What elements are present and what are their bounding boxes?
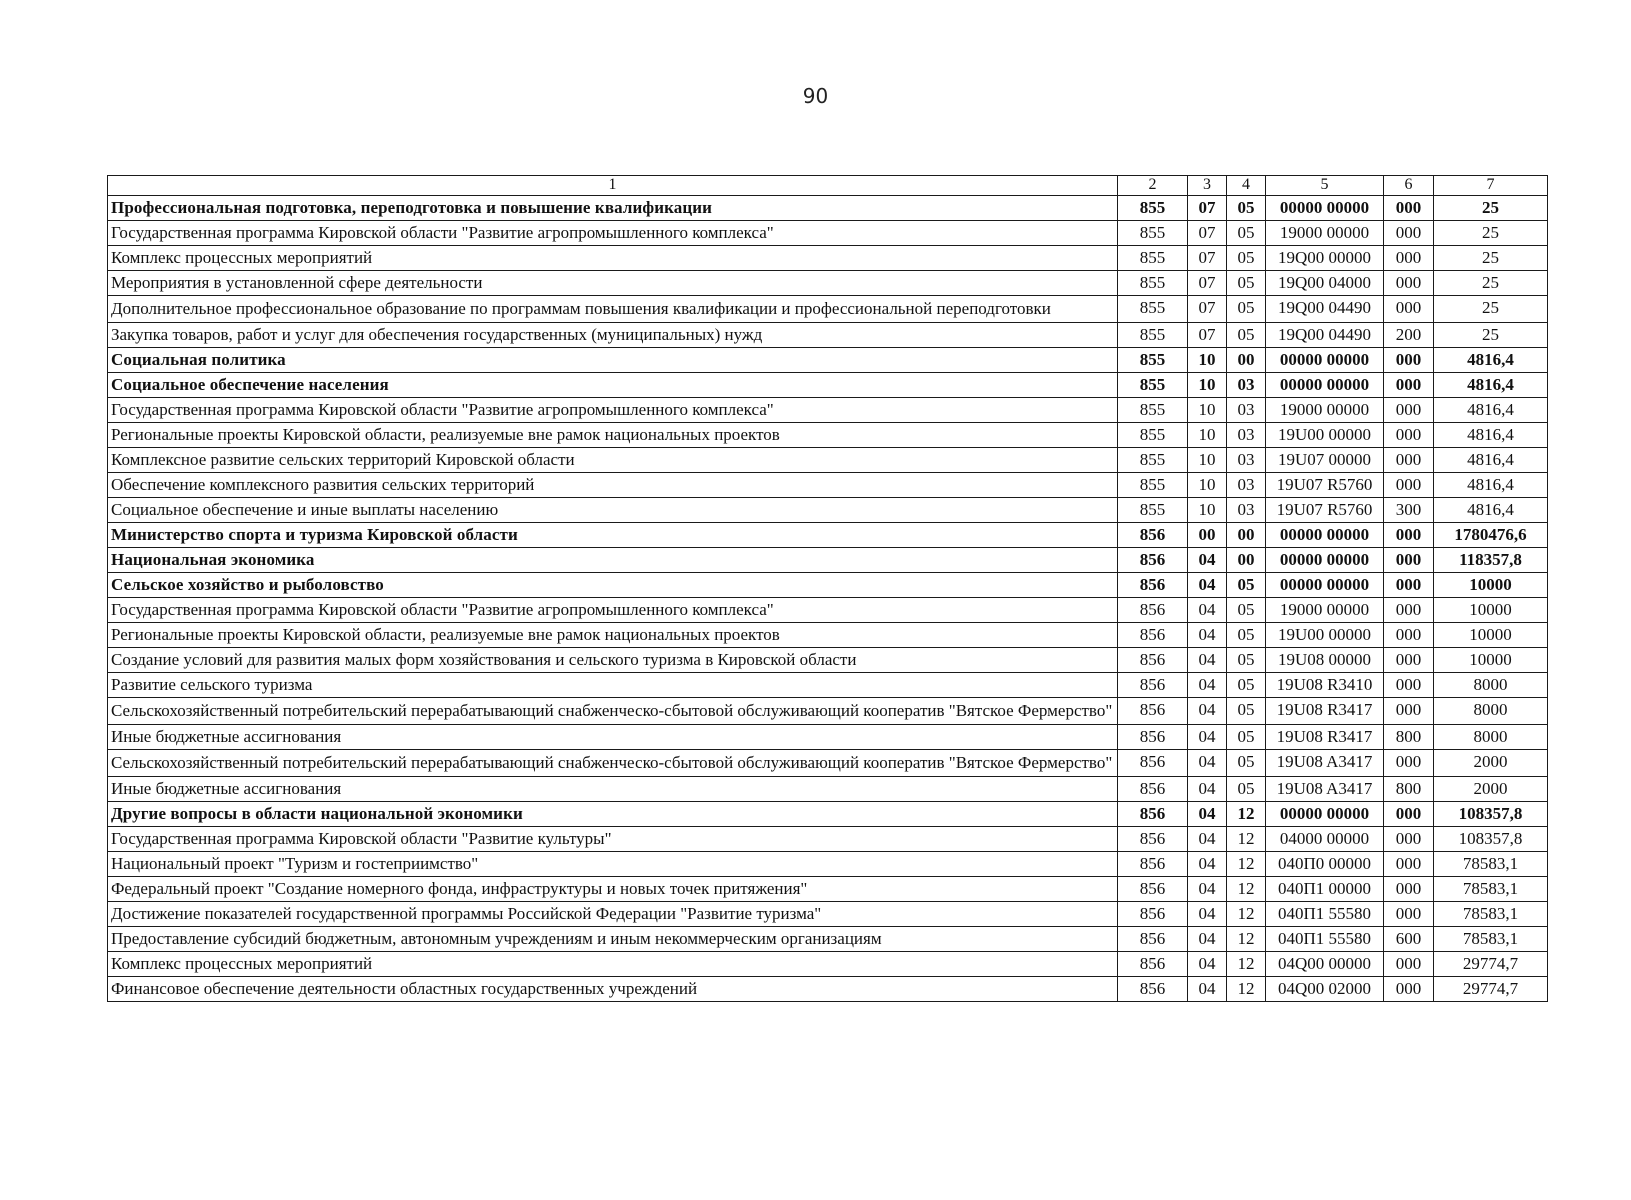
table-row — [108, 698, 1548, 725]
row-col2-cell: 856 — [1118, 927, 1188, 952]
row-col2-cell: 856 — [1118, 977, 1188, 1002]
row-col3-cell: 04 — [1188, 573, 1227, 598]
row-name-cell: Федеральный проект "Создание номерного фонда, инфраструктуры и новых точек притяжения" — [108, 877, 1118, 902]
row-col7-cell: 10000 — [1434, 623, 1548, 648]
row-col7-cell: 25 — [1434, 221, 1548, 246]
row-col4-cell: 12 — [1227, 977, 1266, 1002]
row-col7-cell: 29774,7 — [1434, 977, 1548, 1002]
table-row — [108, 750, 1548, 777]
row-col7-cell: 108357,8 — [1434, 827, 1548, 852]
row-col3-cell: 07 — [1188, 323, 1227, 348]
row-col4-cell: 03 — [1227, 373, 1266, 398]
table-row — [108, 196, 1548, 221]
row-col3-cell: 07 — [1188, 246, 1227, 271]
row-col4-cell: 05 — [1227, 323, 1266, 348]
column-number-row — [108, 176, 1548, 196]
row-col4-cell: 05 — [1227, 725, 1266, 750]
row-col4-cell: 00 — [1227, 548, 1266, 573]
row-col6-cell: 000 — [1384, 673, 1434, 698]
column-number: 5 — [1266, 176, 1384, 196]
row-col4-cell: 05 — [1227, 598, 1266, 623]
row-col5-cell: 19U07 R5760 — [1266, 498, 1384, 523]
row-col5-cell: 04Q00 02000 — [1266, 977, 1384, 1002]
row-col5-cell: 00000 00000 — [1266, 523, 1384, 548]
row-col3-cell: 04 — [1188, 977, 1227, 1002]
row-col3-cell: 10 — [1188, 448, 1227, 473]
row-col4-cell: 12 — [1227, 952, 1266, 977]
table-row — [108, 573, 1548, 598]
row-col5-cell: 19U07 00000 — [1266, 448, 1384, 473]
row-col3-cell: 04 — [1188, 902, 1227, 927]
row-col5-cell: 040П1 00000 — [1266, 877, 1384, 902]
row-col7-cell: 4816,4 — [1434, 398, 1548, 423]
row-name-cell: Достижение показателей государственной программы Российской Федерации "Развитие туризма" — [108, 902, 1118, 927]
column-number: 7 — [1434, 176, 1548, 196]
row-col3-cell: 04 — [1188, 623, 1227, 648]
table-row — [108, 673, 1548, 698]
row-col7-cell: 10000 — [1434, 573, 1548, 598]
row-col6-cell: 300 — [1384, 498, 1434, 523]
row-col2-cell: 855 — [1118, 221, 1188, 246]
row-col7-cell: 25 — [1434, 323, 1548, 348]
row-col3-cell: 10 — [1188, 423, 1227, 448]
table-row — [108, 952, 1548, 977]
row-col2-cell: 856 — [1118, 523, 1188, 548]
row-col6-cell: 000 — [1384, 246, 1434, 271]
row-col7-cell: 118357,8 — [1434, 548, 1548, 573]
row-col4-cell: 05 — [1227, 271, 1266, 296]
row-col6-cell: 000 — [1384, 598, 1434, 623]
row-col6-cell: 000 — [1384, 448, 1434, 473]
row-col4-cell: 00 — [1227, 348, 1266, 373]
row-col7-cell: 1780476,6 — [1434, 523, 1548, 548]
column-number: 3 — [1188, 176, 1227, 196]
row-col3-cell: 10 — [1188, 498, 1227, 523]
row-col6-cell: 000 — [1384, 221, 1434, 246]
row-col6-cell: 200 — [1384, 323, 1434, 348]
row-col6-cell: 000 — [1384, 802, 1434, 827]
row-col4-cell: 05 — [1227, 221, 1266, 246]
row-col6-cell: 000 — [1384, 750, 1434, 777]
row-col6-cell: 800 — [1384, 777, 1434, 802]
table-row — [108, 927, 1548, 952]
row-col7-cell: 108357,8 — [1434, 802, 1548, 827]
row-col4-cell: 00 — [1227, 523, 1266, 548]
table-row — [108, 548, 1548, 573]
row-col5-cell: 19Q00 04490 — [1266, 323, 1384, 348]
row-col3-cell: 00 — [1188, 523, 1227, 548]
row-col5-cell: 19Q00 04490 — [1266, 296, 1384, 323]
row-col2-cell: 856 — [1118, 573, 1188, 598]
row-col6-cell: 000 — [1384, 573, 1434, 598]
row-name-cell: Государственная программа Кировской области "Развитие агропромышленного комплекса" — [108, 398, 1118, 423]
row-col4-cell: 12 — [1227, 852, 1266, 877]
row-col4-cell: 03 — [1227, 398, 1266, 423]
row-col4-cell: 12 — [1227, 802, 1266, 827]
row-col5-cell: 19000 00000 — [1266, 221, 1384, 246]
row-col5-cell: 19U08 A3417 — [1266, 750, 1384, 777]
table-row — [108, 827, 1548, 852]
row-col2-cell: 855 — [1118, 196, 1188, 221]
row-col5-cell: 040П1 55580 — [1266, 902, 1384, 927]
row-col4-cell: 05 — [1227, 648, 1266, 673]
row-col2-cell: 856 — [1118, 952, 1188, 977]
row-col3-cell: 04 — [1188, 952, 1227, 977]
row-name-cell: Социальное обеспечение населения — [108, 373, 1118, 398]
row-col2-cell: 856 — [1118, 548, 1188, 573]
row-col3-cell: 07 — [1188, 221, 1227, 246]
row-col3-cell: 07 — [1188, 271, 1227, 296]
column-number: 2 — [1118, 176, 1188, 196]
table-row — [108, 977, 1548, 1002]
row-col5-cell: 19U07 R5760 — [1266, 473, 1384, 498]
row-col6-cell: 800 — [1384, 725, 1434, 750]
table-row — [108, 271, 1548, 296]
row-name-cell: Региональные проекты Кировской области, реализуемые вне рамок национальных проектов — [108, 623, 1118, 648]
row-col6-cell: 000 — [1384, 373, 1434, 398]
row-col5-cell: 19U08 R3417 — [1266, 725, 1384, 750]
row-name-cell: Государственная программа Кировской области "Развитие культуры" — [108, 827, 1118, 852]
table-row — [108, 598, 1548, 623]
row-col4-cell: 05 — [1227, 623, 1266, 648]
row-col7-cell: 25 — [1434, 246, 1548, 271]
row-col7-cell: 4816,4 — [1434, 498, 1548, 523]
table-row — [108, 523, 1548, 548]
row-col2-cell: 856 — [1118, 802, 1188, 827]
row-col6-cell: 000 — [1384, 623, 1434, 648]
row-col3-cell: 07 — [1188, 296, 1227, 323]
row-col2-cell: 855 — [1118, 296, 1188, 323]
row-name-cell: Социальное обеспечение и иные выплаты населению — [108, 498, 1118, 523]
table-row — [108, 221, 1548, 246]
row-col3-cell: 04 — [1188, 927, 1227, 952]
row-col2-cell: 856 — [1118, 852, 1188, 877]
row-col5-cell: 19U00 00000 — [1266, 623, 1384, 648]
row-col5-cell: 00000 00000 — [1266, 802, 1384, 827]
row-col2-cell: 855 — [1118, 323, 1188, 348]
row-col4-cell: 05 — [1227, 573, 1266, 598]
row-name-cell: Национальный проект "Туризм и гостеприимство" — [108, 852, 1118, 877]
row-col4-cell: 05 — [1227, 196, 1266, 221]
row-col7-cell: 78583,1 — [1434, 902, 1548, 927]
table-row — [108, 802, 1548, 827]
row-name-cell: Социальная политика — [108, 348, 1118, 373]
row-name-cell: Мероприятия в установленной сфере деятельности — [108, 271, 1118, 296]
row-col4-cell: 05 — [1227, 296, 1266, 323]
row-col2-cell: 855 — [1118, 473, 1188, 498]
row-col2-cell: 855 — [1118, 398, 1188, 423]
row-name-cell: Государственная программа Кировской области "Развитие агропромышленного комплекса" — [108, 598, 1118, 623]
row-col3-cell: 04 — [1188, 750, 1227, 777]
row-col6-cell: 000 — [1384, 423, 1434, 448]
row-col4-cell: 12 — [1227, 927, 1266, 952]
table-row — [108, 373, 1548, 398]
row-col7-cell: 78583,1 — [1434, 852, 1548, 877]
row-col3-cell: 04 — [1188, 852, 1227, 877]
row-col5-cell: 19U08 R3417 — [1266, 698, 1384, 725]
row-col5-cell: 040П1 55580 — [1266, 927, 1384, 952]
row-name-cell: Иные бюджетные ассигнования — [108, 725, 1118, 750]
row-col7-cell: 8000 — [1434, 673, 1548, 698]
row-col3-cell: 10 — [1188, 473, 1227, 498]
row-col7-cell: 25 — [1434, 196, 1548, 221]
row-name-cell: Комплекс процессных мероприятий — [108, 246, 1118, 271]
row-col2-cell: 856 — [1118, 725, 1188, 750]
row-name-cell: Сельскохозяйственный потребительский перерабатывающий снабженческо-сбытовой обслуживающий кооператив "Вятское Фермерство" — [108, 698, 1118, 725]
page-number: 90 — [802, 84, 829, 108]
row-col5-cell: 00000 00000 — [1266, 573, 1384, 598]
budget-table — [107, 175, 1548, 1002]
row-col4-cell: 05 — [1227, 246, 1266, 271]
table-row — [108, 623, 1548, 648]
row-col5-cell: 040П0 00000 — [1266, 852, 1384, 877]
row-col6-cell: 000 — [1384, 196, 1434, 221]
row-col6-cell: 000 — [1384, 398, 1434, 423]
row-name-cell: Предоставление субсидий бюджетным, автономным учреждениям и иным некоммерческим организациям — [108, 927, 1118, 952]
row-col6-cell: 000 — [1384, 877, 1434, 902]
row-col4-cell: 12 — [1227, 902, 1266, 927]
row-col7-cell: 4816,4 — [1434, 473, 1548, 498]
row-col4-cell: 05 — [1227, 777, 1266, 802]
row-col6-cell: 000 — [1384, 852, 1434, 877]
row-col2-cell: 855 — [1118, 271, 1188, 296]
row-name-cell: Финансовое обеспечение деятельности областных государственных учреждений — [108, 977, 1118, 1002]
row-col5-cell: 19U08 00000 — [1266, 648, 1384, 673]
table-row — [108, 877, 1548, 902]
row-col2-cell: 856 — [1118, 827, 1188, 852]
row-col7-cell: 25 — [1434, 271, 1548, 296]
row-col6-cell: 600 — [1384, 927, 1434, 952]
row-col2-cell: 856 — [1118, 598, 1188, 623]
row-col5-cell: 19000 00000 — [1266, 598, 1384, 623]
row-col6-cell: 000 — [1384, 952, 1434, 977]
row-col2-cell: 856 — [1118, 648, 1188, 673]
row-col7-cell: 4816,4 — [1434, 448, 1548, 473]
row-col7-cell: 4816,4 — [1434, 423, 1548, 448]
table-row — [108, 323, 1548, 348]
row-col7-cell: 10000 — [1434, 648, 1548, 673]
row-name-cell: Комплексное развитие сельских территорий Кировской области — [108, 448, 1118, 473]
row-col3-cell: 04 — [1188, 673, 1227, 698]
row-col5-cell: 04Q00 00000 — [1266, 952, 1384, 977]
row-col3-cell: 04 — [1188, 698, 1227, 725]
column-number: 1 — [108, 176, 1118, 196]
row-col7-cell: 78583,1 — [1434, 877, 1548, 902]
row-col2-cell: 856 — [1118, 673, 1188, 698]
row-col7-cell: 78583,1 — [1434, 927, 1548, 952]
table-row — [108, 725, 1548, 750]
row-col6-cell: 000 — [1384, 523, 1434, 548]
table-row — [108, 398, 1548, 423]
row-col7-cell: 8000 — [1434, 725, 1548, 750]
table-body — [108, 176, 1548, 1002]
row-name-cell: Закупка товаров, работ и услуг для обеспечения государственных (муниципальных) нужд — [108, 323, 1118, 348]
row-col6-cell: 000 — [1384, 977, 1434, 1002]
row-col4-cell: 12 — [1227, 827, 1266, 852]
row-col2-cell: 856 — [1118, 698, 1188, 725]
row-name-cell: Комплекс процессных мероприятий — [108, 952, 1118, 977]
table-row — [108, 296, 1548, 323]
row-col2-cell: 855 — [1118, 448, 1188, 473]
row-col6-cell: 000 — [1384, 296, 1434, 323]
row-col5-cell: 04000 00000 — [1266, 827, 1384, 852]
row-col5-cell: 19000 00000 — [1266, 398, 1384, 423]
row-name-cell: Сельскохозяйственный потребительский перерабатывающий снабженческо-сбытовой обслуживающий кооператив "Вятское Фермерство" — [108, 750, 1118, 777]
row-col5-cell: 19Q00 00000 — [1266, 246, 1384, 271]
row-col7-cell: 4816,4 — [1434, 348, 1548, 373]
row-col3-cell: 04 — [1188, 877, 1227, 902]
row-name-cell: Региональные проекты Кировской области, реализуемые вне рамок национальных проектов — [108, 423, 1118, 448]
row-col4-cell: 03 — [1227, 448, 1266, 473]
row-col7-cell: 2000 — [1434, 777, 1548, 802]
row-col3-cell: 04 — [1188, 548, 1227, 573]
row-col2-cell: 856 — [1118, 777, 1188, 802]
row-name-cell: Государственная программа Кировской области "Развитие агропромышленного комплекса" — [108, 221, 1118, 246]
row-col5-cell: 19U00 00000 — [1266, 423, 1384, 448]
row-col5-cell: 00000 00000 — [1266, 373, 1384, 398]
row-col2-cell: 855 — [1118, 348, 1188, 373]
row-col6-cell: 000 — [1384, 271, 1434, 296]
row-col5-cell: 19U08 R3410 — [1266, 673, 1384, 698]
table-row — [108, 902, 1548, 927]
row-name-cell: Национальная экономика — [108, 548, 1118, 573]
row-name-cell: Другие вопросы в области национальной экономики — [108, 802, 1118, 827]
table-row — [108, 423, 1548, 448]
row-col4-cell: 05 — [1227, 673, 1266, 698]
row-col7-cell: 8000 — [1434, 698, 1548, 725]
row-col6-cell: 000 — [1384, 827, 1434, 852]
row-col3-cell: 10 — [1188, 373, 1227, 398]
row-col3-cell: 04 — [1188, 648, 1227, 673]
row-col3-cell: 07 — [1188, 196, 1227, 221]
row-col5-cell: 19U08 A3417 — [1266, 777, 1384, 802]
row-col2-cell: 856 — [1118, 623, 1188, 648]
row-col5-cell: 19Q00 04000 — [1266, 271, 1384, 296]
table-row — [108, 777, 1548, 802]
row-col7-cell: 10000 — [1434, 598, 1548, 623]
row-col2-cell: 856 — [1118, 750, 1188, 777]
row-col6-cell: 000 — [1384, 548, 1434, 573]
row-col4-cell: 03 — [1227, 498, 1266, 523]
table-row — [108, 852, 1548, 877]
row-col6-cell: 000 — [1384, 698, 1434, 725]
row-name-cell: Дополнительное профессиональное образование по программам повышения квалификации и профессиональной переподготовки — [108, 296, 1118, 323]
row-name-cell: Обеспечение комплексного развития сельских территорий — [108, 473, 1118, 498]
row-name-cell: Иные бюджетные ассигнования — [108, 777, 1118, 802]
row-col3-cell: 04 — [1188, 777, 1227, 802]
row-col6-cell: 000 — [1384, 348, 1434, 373]
row-col3-cell: 10 — [1188, 348, 1227, 373]
row-col3-cell: 04 — [1188, 725, 1227, 750]
row-col5-cell: 00000 00000 — [1266, 196, 1384, 221]
row-col7-cell: 29774,7 — [1434, 952, 1548, 977]
table-row — [108, 348, 1548, 373]
row-col6-cell: 000 — [1384, 473, 1434, 498]
row-col4-cell: 03 — [1227, 473, 1266, 498]
row-col4-cell: 03 — [1227, 423, 1266, 448]
row-col2-cell: 855 — [1118, 498, 1188, 523]
row-col3-cell: 10 — [1188, 398, 1227, 423]
row-col4-cell: 05 — [1227, 698, 1266, 725]
row-col3-cell: 04 — [1188, 827, 1227, 852]
row-name-cell: Сельское хозяйство и рыболовство — [108, 573, 1118, 598]
table-row — [108, 648, 1548, 673]
row-col2-cell: 856 — [1118, 877, 1188, 902]
row-col3-cell: 04 — [1188, 598, 1227, 623]
table-row — [108, 498, 1548, 523]
table-row — [108, 246, 1548, 271]
row-col2-cell: 855 — [1118, 246, 1188, 271]
row-col4-cell: 12 — [1227, 877, 1266, 902]
row-col2-cell: 855 — [1118, 423, 1188, 448]
row-col7-cell: 4816,4 — [1434, 373, 1548, 398]
row-name-cell: Создание условий для развития малых форм хозяйствования и сельского туризма в Кировской области — [108, 648, 1118, 673]
row-name-cell: Министерство спорта и туризма Кировской области — [108, 523, 1118, 548]
row-col5-cell: 00000 00000 — [1266, 348, 1384, 373]
row-col6-cell: 000 — [1384, 648, 1434, 673]
row-name-cell: Профессиональная подготовка, переподготовка и повышение квалификации — [108, 196, 1118, 221]
row-col3-cell: 04 — [1188, 802, 1227, 827]
column-number: 6 — [1384, 176, 1434, 196]
row-col4-cell: 05 — [1227, 750, 1266, 777]
table-row — [108, 473, 1548, 498]
row-col6-cell: 000 — [1384, 902, 1434, 927]
row-col2-cell: 855 — [1118, 373, 1188, 398]
table-row — [108, 448, 1548, 473]
column-number: 4 — [1227, 176, 1266, 196]
row-col5-cell: 00000 00000 — [1266, 548, 1384, 573]
row-col7-cell: 2000 — [1434, 750, 1548, 777]
row-col7-cell: 25 — [1434, 296, 1548, 323]
row-col2-cell: 856 — [1118, 902, 1188, 927]
row-name-cell: Развитие сельского туризма — [108, 673, 1118, 698]
